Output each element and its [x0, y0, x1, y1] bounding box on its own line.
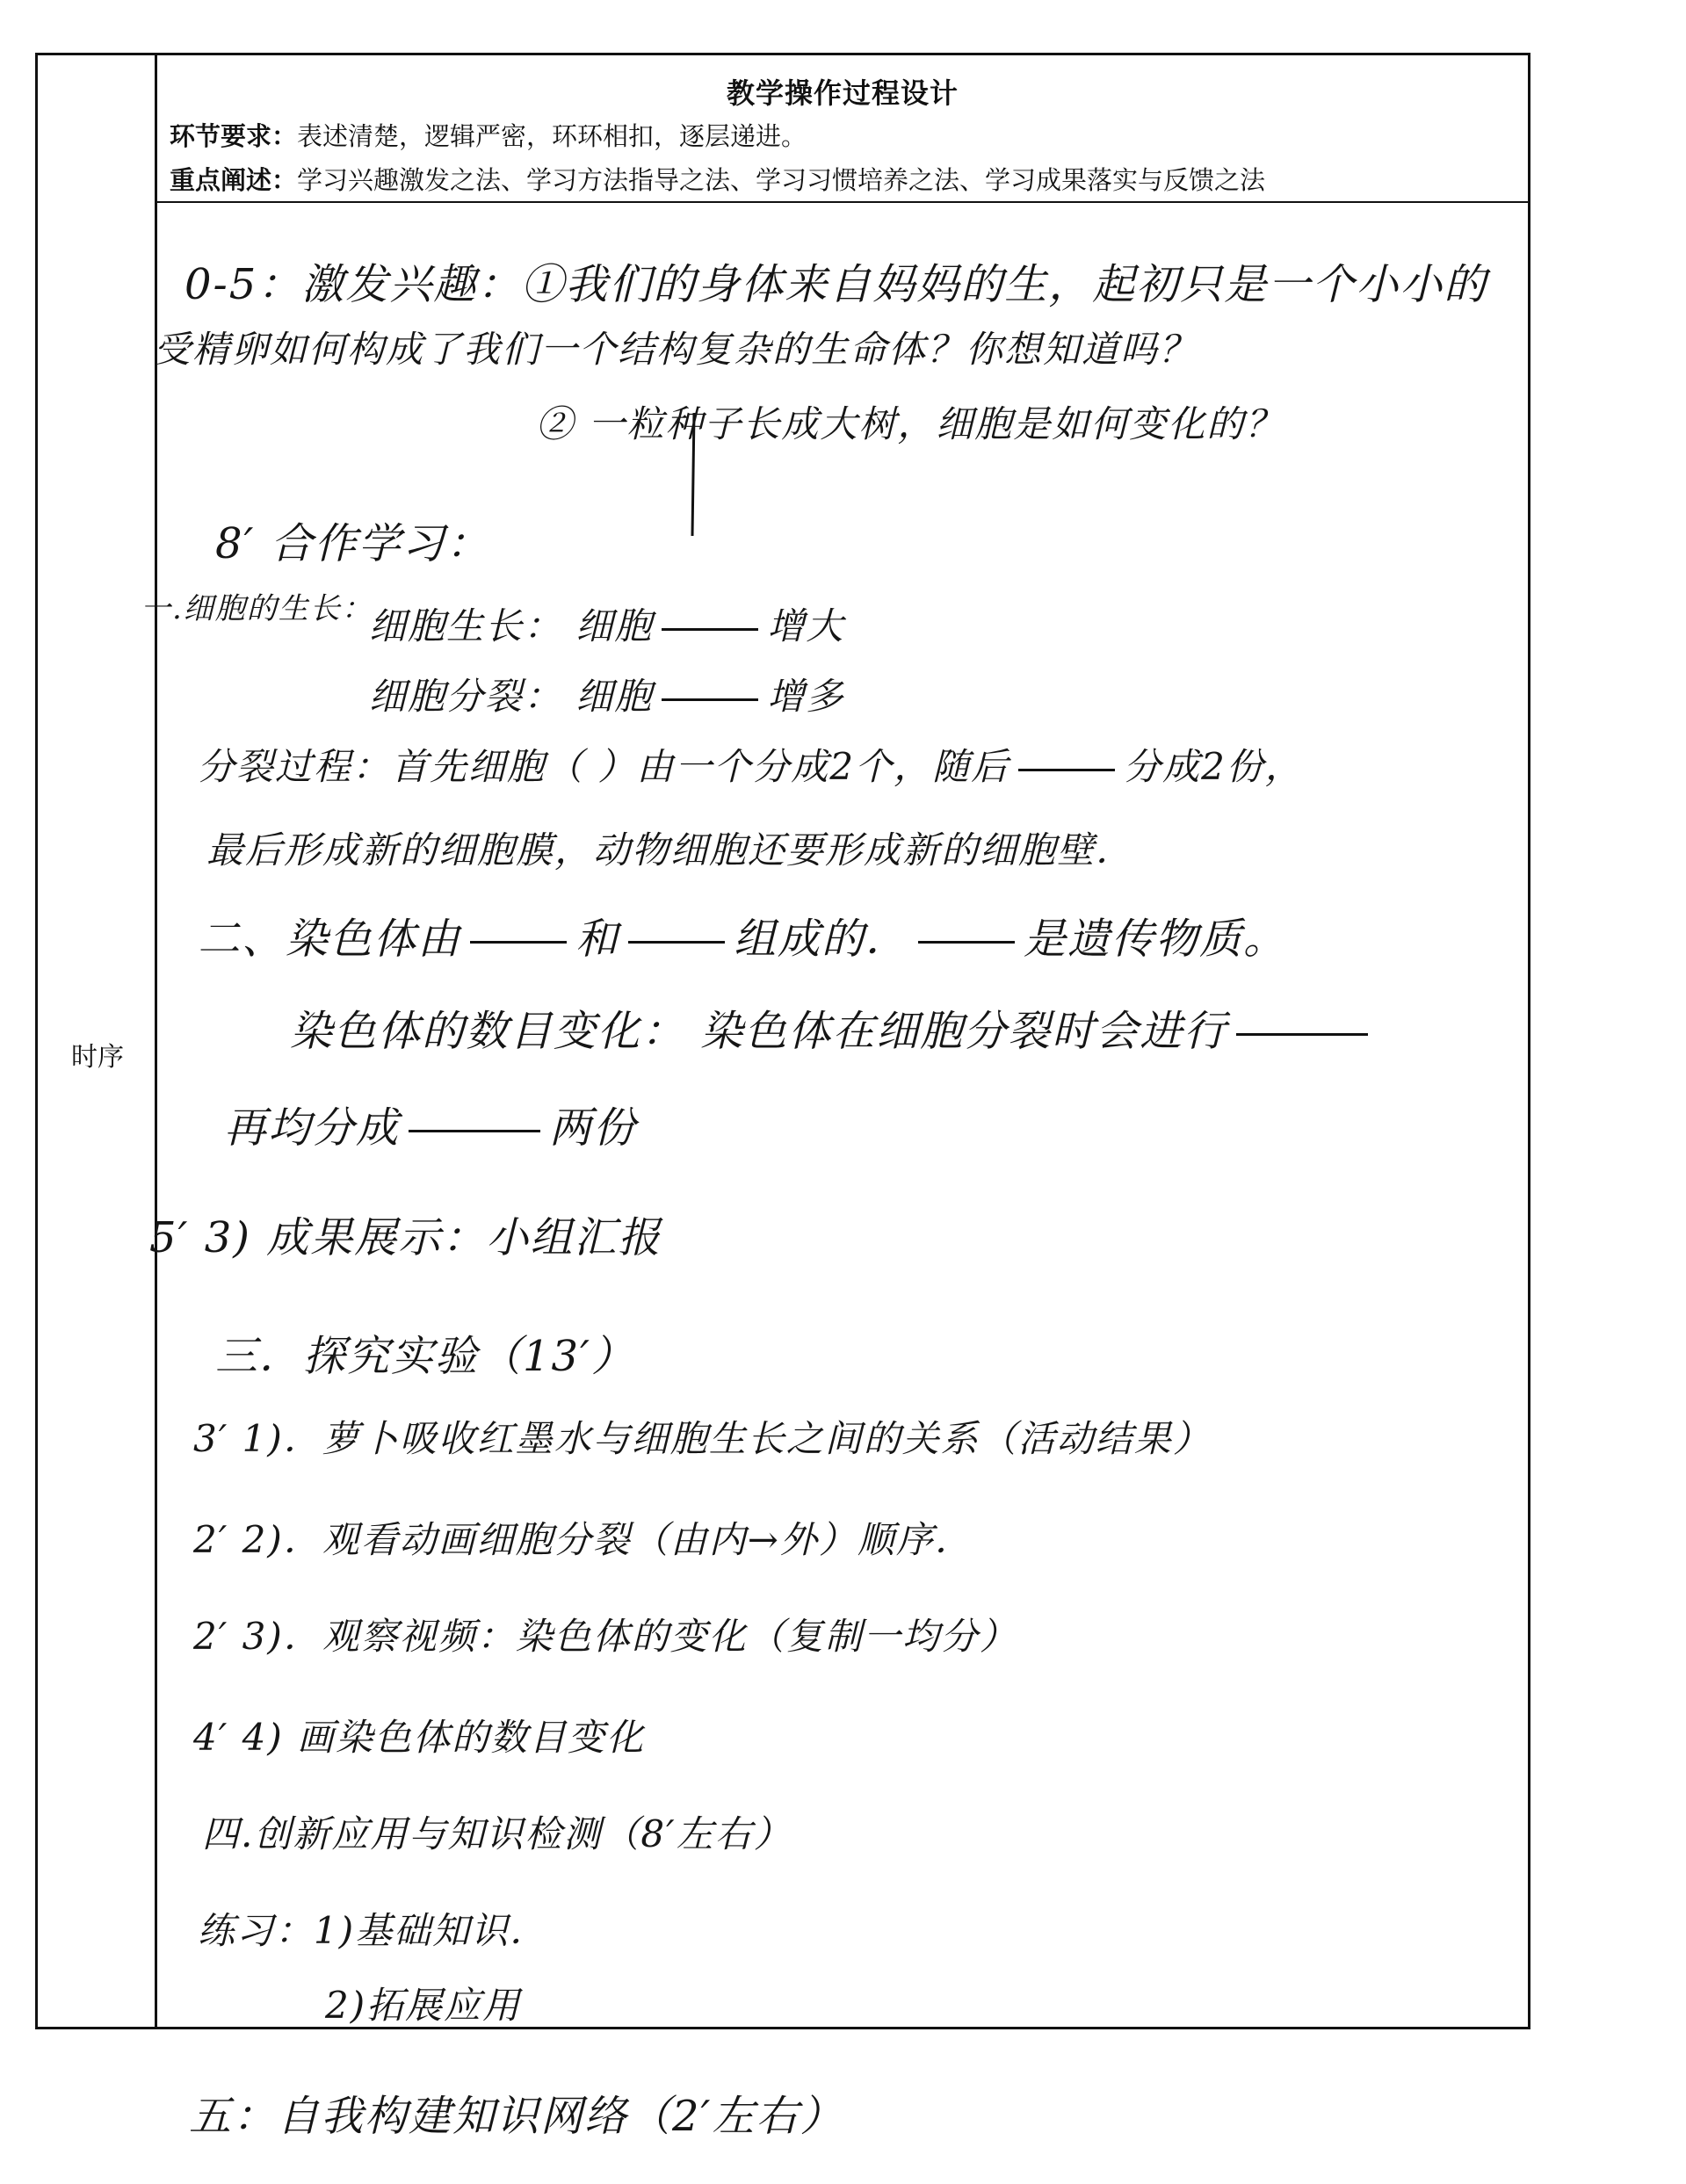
chromosome-text-b: 和 [575, 915, 620, 964]
chromosome-text-a: 二、染色体由 [198, 915, 462, 964]
key-points-line [170, 161, 1265, 197]
chromosome-number-text: 染色体的数目变化： 染色体在细胞分裂时会进行 [290, 1007, 1228, 1056]
fill-blank [628, 941, 725, 944]
requirement-line [170, 117, 807, 153]
key-points-text: 学习兴趣激发之法、学习方法指导之法、学习习惯培养之法、学习成果落实与反馈之法 [297, 165, 1266, 195]
fill-blank [409, 1130, 540, 1132]
fill-blank [918, 941, 1015, 944]
sequence-column [38, 55, 157, 2027]
handwritten-line-1: 0-5：激发兴趣：①我们的身体来自妈妈的生，起初只是一个小小的 [185, 260, 1488, 309]
division-process-tail: 分成2份， [1124, 745, 1304, 788]
requirement-label: 环节要求： [170, 121, 298, 151]
cell-growth-text: 细胞生长： 细胞 [369, 604, 654, 647]
cell-growth-result: 增大 [767, 604, 845, 647]
pen-stroke-mark [677, 413, 712, 545]
handwritten-line-13: 三．探究实验（13′） [215, 1332, 635, 1381]
handwritten-line-5-heading: 一.细胞的生长： [141, 591, 373, 626]
fill-blank [662, 698, 758, 701]
handwritten-line-10 [290, 997, 1377, 1058]
handwritten-line-18: 四.创新应用与知识检测（8′左右） [202, 1812, 792, 1855]
handwritten-line-4: 8′ 合作学习： [215, 519, 490, 568]
key-points-label: 重点阐述： [170, 165, 298, 195]
handwritten-line-14: 3′ 1)．萝卜吸收红墨水与细胞生长之间的关系（活动结果） [193, 1417, 1212, 1460]
equal-split-result: 两份 [549, 1103, 638, 1153]
handwritten-line-9 [198, 905, 1287, 965]
handwritten-line-19: 练习：1)基础知识． [198, 1909, 549, 1952]
fill-blank [662, 628, 758, 631]
handwritten-line-6 [369, 668, 844, 720]
sequence-label: 时序 [71, 1042, 124, 1073]
handwritten-line-16: 2′ 3)．观察视频：染色体的变化（复制一均分） [193, 1615, 1018, 1658]
chromosome-text-d: 是遗传物质。 [1024, 915, 1288, 964]
cell-division-result: 增多 [767, 675, 845, 718]
handwritten-line-3: ② 一粒种子长成大树，细胞是如何变化的？ [536, 402, 1284, 445]
chromosome-text-c: 组成的． [734, 915, 910, 964]
handwritten-line-17: 4′ 4) 画染色体的数目变化 [193, 1716, 646, 1759]
handwritten-line-7 [198, 738, 1304, 791]
cell-division-text: 细胞分裂： 细胞 [369, 675, 654, 718]
handwritten-line-2: 受精卵如何构成了我们一个结构复杂的生命体？你想知道吗？ [154, 328, 1198, 371]
handwritten-line-15: 2′ 2)．观看动画细胞分裂（由内→外）顺序． [193, 1518, 973, 1561]
handwritten-line-12: 5′ 3) 成果展示：小组汇报 [149, 1213, 662, 1262]
equal-split-text: 再均分成 [224, 1103, 401, 1153]
handwritten-line-5 [369, 597, 844, 650]
fill-blank [1018, 769, 1115, 771]
requirement-text: 表述清楚，逻辑严密，环环相扣，逐层递进。 [297, 121, 807, 151]
handwritten-line-8: 最后形成新的细胞膜，动物细胞还要形成新的细胞壁． [206, 828, 1135, 871]
fill-blank [470, 941, 567, 944]
fill-blank [1236, 1033, 1368, 1036]
table-header [157, 55, 1528, 203]
division-process-text: 分裂过程：首先细胞（ ）由一个分成2个，随后 [198, 745, 1010, 788]
handwritten-line-11 [224, 1094, 637, 1154]
handwritten-line-21: 五：自我构建知识网络（2′左右） [189, 2092, 844, 2141]
page-title: 教学操作过程设计 [726, 76, 959, 110]
handwritten-line-20: 2)拓展应用 [325, 1984, 522, 2027]
